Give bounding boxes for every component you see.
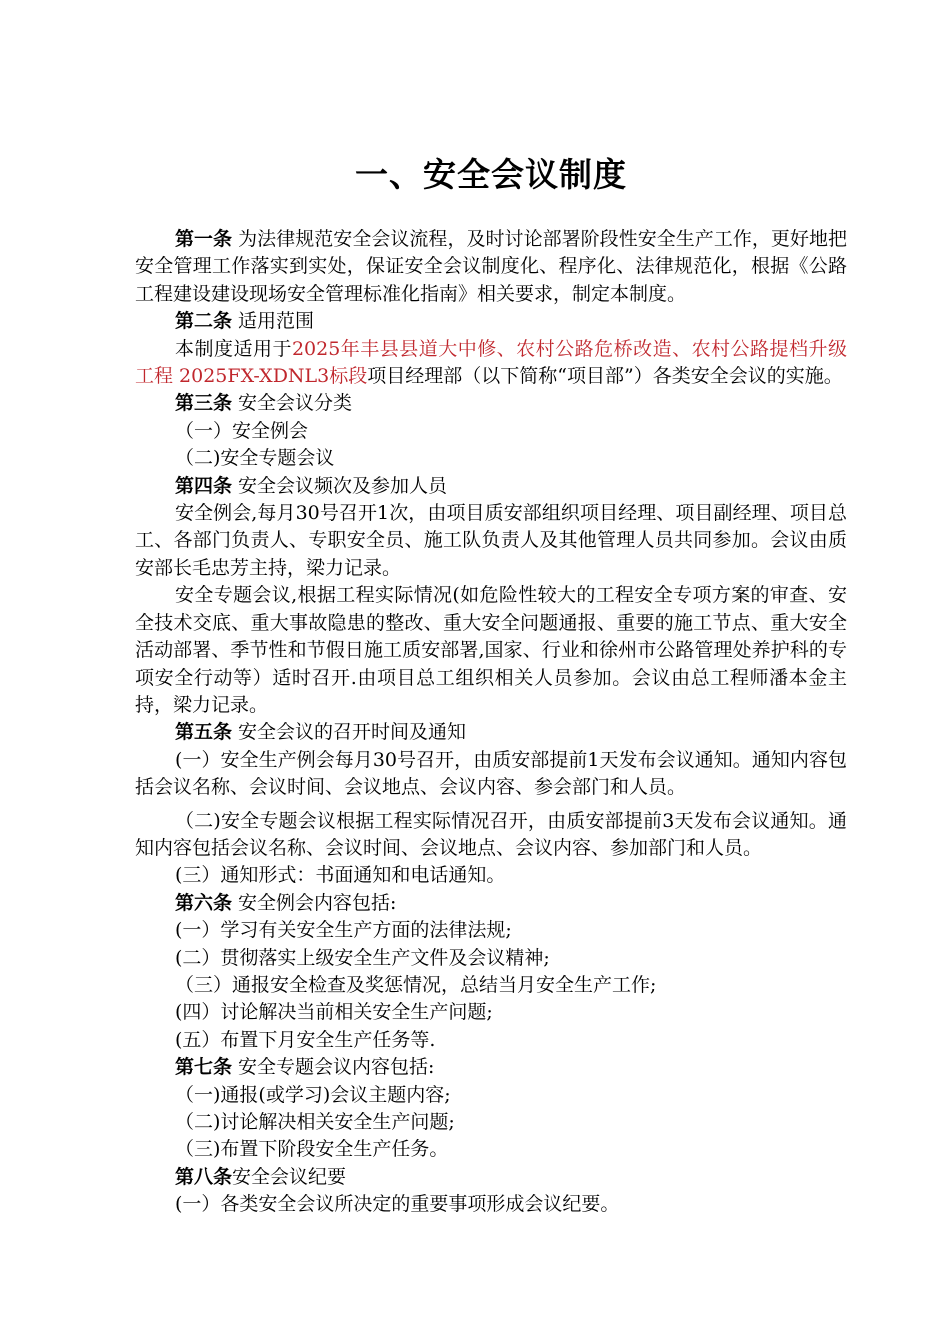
article-4-heading: 第四条 xyxy=(175,474,233,497)
article-6-item-5: (五）布置下月安全生产任务等. xyxy=(175,1028,436,1051)
article-3-item-1: （一）安全例会 xyxy=(175,419,309,442)
article-7-item-3: （三)布置下阶段安全生产任务。 xyxy=(175,1138,449,1161)
article-8-heading: 第八条 xyxy=(175,1165,233,1188)
article-6-text: 安全例会内容包括: xyxy=(232,891,397,914)
article-6-item-2: (二）贯彻落实上级安全生产文件及会议精神; xyxy=(175,946,550,969)
article-6-item-1: (一）学习有关安全生产方面的法律法规; xyxy=(175,919,512,942)
article-4-para-1: 安全例会,每月30号召开1次，由项目质安部组织项目经理、项目副经理、项目总工、各部门负责人、专职安全员、施工队负责人及其他管理人员共同参加。会议由质安部长毛忠芳主持，梁力记录。 xyxy=(135,502,847,579)
article-5-item-3: (三）通知形式：书面通知和电话通知。 xyxy=(175,864,506,887)
project-name: 2025年丰县县道大中修、农村公路危桥改造、农村公路提档升级工程 2025FX-XDNL3标段 xyxy=(135,337,847,388)
article-4-para-2: 安全专题会议,根据工程实际情况(如危险性较大的工程安全专项方案的审查、安全技术交底、重大事故隐患的整改、重大安全问题通报、重要的施工节点、重大安全活动部署、季节性和节假日施工质安部署,国家、行业和徐州市公路管理处养护科的专项安全行动等）适时召开.由项目总工组织相关人员参加。会议由总工程师潘本金主持，梁力记录。 xyxy=(135,584,847,716)
article-7-item-2: （二)讨论解决相关安全生产问题; xyxy=(175,1111,455,1133)
article-6-heading: 第六条 xyxy=(175,891,233,914)
article-5-item-2: （二)安全专题会议根据工程实际情况召开，由质安部提前3天发布会议通知。通知内容包括会议名称、会议时间、会议地点、会议内容、参加部门和人员。 xyxy=(135,809,847,859)
article-7-heading: 第七条 xyxy=(175,1056,233,1079)
article-7-item-1: （一)通报(或学习)会议主题内容; xyxy=(175,1083,451,1106)
scope-prefix: 本制度适用于 xyxy=(175,337,292,360)
article-7-text: 安全专题会议内容包括: xyxy=(232,1056,435,1079)
article-1-text: 为法律规范安全会议流程，及时讨论部署阶段性安全生产工作，更好地把安全管理工作落实到实处，保证安全会议制度化、程序化、法律规范化，根据《公路工程建设建设现场安全管理标准化指南》相关要求，制定本制度。 xyxy=(135,228,847,305)
article-7 xyxy=(135,1054,847,1081)
document-page xyxy=(135,152,847,1219)
article-5-item-1: (一）安全生产例会每月30号召开，由质安部提前1天发布会议通知。通知内容包括会议名称、会议时间、会议地点、会议内容、参会部门和人员。 xyxy=(135,748,847,799)
article-3 xyxy=(135,390,847,417)
article-2-text: 适用范围 xyxy=(232,310,315,333)
scope-suffix: 项目经理部（以下简称“项目部”）各类安全会议的实施。 xyxy=(367,365,843,388)
article-6-item-4: (四）讨论解决当前相关安全生产问题; xyxy=(175,1001,493,1024)
article-2-heading: 第二条 xyxy=(175,310,233,333)
article-5-heading: 第五条 xyxy=(175,721,233,744)
article-5-text: 安全会议的召开时间及通知 xyxy=(232,721,467,744)
article-5 xyxy=(135,719,847,746)
article-1 xyxy=(135,226,847,308)
article-3-heading: 第三条 xyxy=(175,392,233,415)
article-3-item-2: （二)安全专题会议 xyxy=(175,447,335,470)
article-8-item-1: (一）各类安全会议所决定的重要事项形成会议纪要。 xyxy=(175,1193,620,1216)
article-8 xyxy=(135,1164,847,1191)
article-4 xyxy=(135,473,847,500)
article-6 xyxy=(135,890,847,917)
article-2 xyxy=(135,308,847,335)
article-6-item-3: （三）通报安全检查及奖惩情况，总结当月安全生产工作; xyxy=(175,973,657,996)
document-title: 一、安全会议制度 xyxy=(355,155,627,194)
article-3-text: 安全会议分类 xyxy=(232,392,353,415)
article-1-heading: 第一条 xyxy=(175,228,233,250)
article-4-text: 安全会议频次及参加人员 xyxy=(232,474,448,497)
article-2-scope xyxy=(135,336,847,391)
article-8-text: 安全会议纪要 xyxy=(232,1165,347,1188)
